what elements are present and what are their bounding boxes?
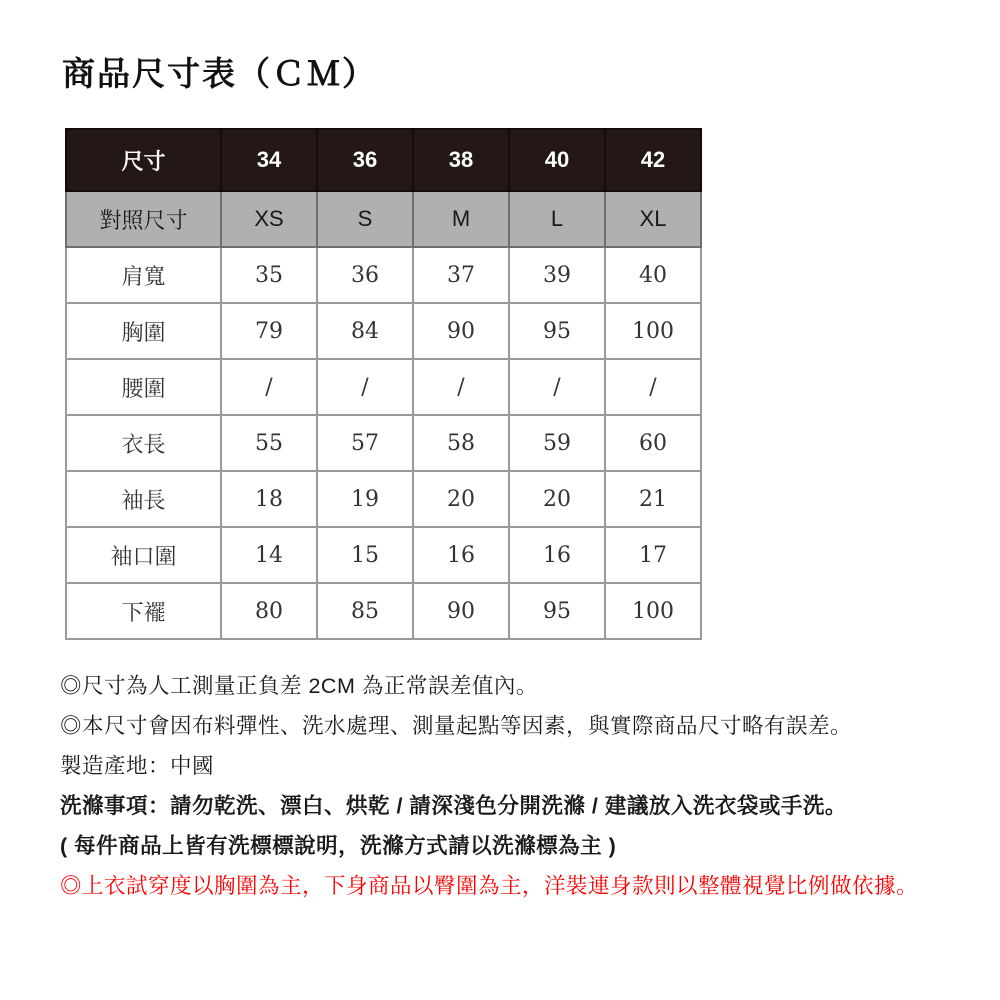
row-label: 衣長: [66, 415, 221, 471]
size-cell: 80: [221, 583, 317, 639]
size-cell: 37: [413, 247, 509, 303]
size-cell: 90: [413, 303, 509, 359]
size-cell: 85: [317, 583, 413, 639]
size-cell: 95: [509, 583, 605, 639]
size-header-cell: 36: [317, 129, 413, 191]
size-cell: 16: [413, 527, 509, 583]
size-header-cell: 40: [509, 129, 605, 191]
size-cell: 79: [221, 303, 317, 359]
row-label: 肩寬: [66, 247, 221, 303]
table-row-hem: [66, 583, 701, 639]
row-label: 下襬: [66, 583, 221, 639]
compare-size-cell: L: [509, 191, 605, 247]
size-cell: 21: [605, 471, 701, 527]
row-label: 袖長: [66, 471, 221, 527]
table-row-length: [66, 415, 701, 471]
size-cell: 39: [509, 247, 605, 303]
note-care-label: ( 每件商品上皆有洗標標說明，洗滌方式請以洗滌標為主 ): [60, 834, 617, 858]
size-cell: /: [605, 359, 701, 415]
size-cell: 36: [317, 247, 413, 303]
size-cell: 40: [605, 247, 701, 303]
size-table: [65, 128, 702, 640]
size-cell: 16: [509, 527, 605, 583]
table-row-shoulder: [66, 247, 701, 303]
size-cell: 59: [509, 415, 605, 471]
size-header-row: [66, 129, 701, 191]
size-header-cell: 42: [605, 129, 701, 191]
note-origin: 製造產地：中國: [60, 754, 215, 778]
size-header-cell: 38: [413, 129, 509, 191]
size-cell: 14: [221, 527, 317, 583]
size-cell: 84: [317, 303, 413, 359]
table-row-sleeve-length: [66, 471, 701, 527]
size-cell: 55: [221, 415, 317, 471]
size-cell: 100: [605, 583, 701, 639]
size-cell: 20: [509, 471, 605, 527]
size-cell: 35: [221, 247, 317, 303]
compare-size-cell: S: [317, 191, 413, 247]
table-row-waist: [66, 359, 701, 415]
row-label: 腰圍: [66, 359, 221, 415]
note-fit-warning: ◎上衣試穿度以胸圍為主，下身商品以臀圍為主，洋裝連身款則以整體視覺比例做依據。: [60, 874, 919, 898]
compare-size-cell: XL: [605, 191, 701, 247]
size-cell: /: [221, 359, 317, 415]
size-cell: 60: [605, 415, 701, 471]
size-cell: 20: [413, 471, 509, 527]
size-cell: 90: [413, 583, 509, 639]
row-label: 袖口圍: [66, 527, 221, 583]
size-cell: 58: [413, 415, 509, 471]
size-cell: 15: [317, 527, 413, 583]
notes-section: [60, 666, 960, 906]
size-header-cell: 34: [221, 129, 317, 191]
size-cell: 57: [317, 415, 413, 471]
size-cell: /: [317, 359, 413, 415]
size-cell: 95: [509, 303, 605, 359]
page-title: 商品尺寸表（ＣＭ）: [62, 55, 377, 92]
size-cell: 19: [317, 471, 413, 527]
size-cell: /: [509, 359, 605, 415]
size-header-label: 尺寸: [66, 129, 221, 191]
table-row-chest: [66, 303, 701, 359]
compare-size-cell: M: [413, 191, 509, 247]
size-cell: 100: [605, 303, 701, 359]
compare-size-row: [66, 191, 701, 247]
table-row-cuff: [66, 527, 701, 583]
compare-size-label: 對照尺寸: [66, 191, 221, 247]
compare-size-cell: XS: [221, 191, 317, 247]
row-label: 胸圍: [66, 303, 221, 359]
note-washing-instructions: 洗滌事項：請勿乾洗、漂白、烘乾 / 請深淺色分開洗滌 / 建議放入洗衣袋或手洗。: [60, 794, 847, 818]
size-cell: 17: [605, 527, 701, 583]
note-size-variance: ◎本尺寸會因布料彈性、洗水處理、測量起點等因素，與實際商品尺寸略有誤差。: [60, 714, 853, 738]
size-cell: 18: [221, 471, 317, 527]
size-cell: /: [413, 359, 509, 415]
note-measure-tolerance: ◎尺寸為人工測量正負差 2CM 為正常誤差值內。: [60, 674, 538, 698]
